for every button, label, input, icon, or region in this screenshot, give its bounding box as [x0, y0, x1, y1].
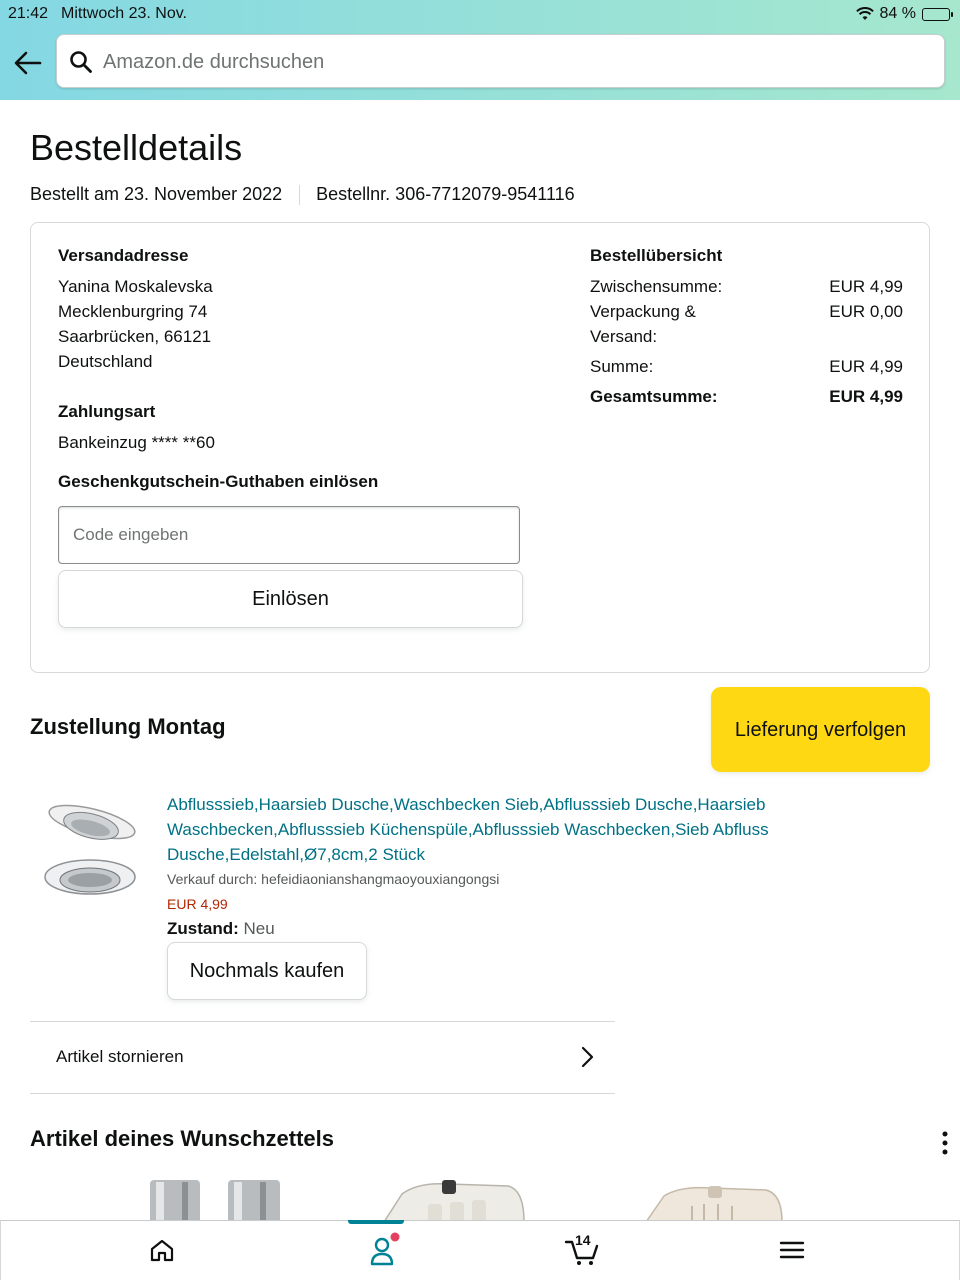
meta-divider: [299, 185, 300, 205]
payment-heading: Zahlungsart: [58, 402, 156, 421]
wifi-icon: [856, 7, 874, 21]
address-line: Saarbrücken, 66121: [58, 327, 212, 346]
redeem-button[interactable]: Einlösen: [58, 570, 523, 628]
shipping-cost-value: EUR 0,00: [829, 302, 903, 321]
battery-icon: [922, 8, 950, 21]
summary-row-shipping: [590, 299, 903, 349]
more-options-icon[interactable]: [938, 1130, 952, 1158]
product-thumbnail[interactable]: [42, 792, 142, 907]
cancel-items-row[interactable]: [30, 1022, 615, 1092]
condition-value: Neu: [243, 919, 275, 938]
status-right: [856, 5, 950, 23]
item-price: EUR 4,99: [167, 896, 228, 912]
gift-card-heading: Geschenkgutschein-Guthaben einlösen: [58, 472, 379, 491]
status-bar: [0, 3, 960, 25]
tab-cart[interactable]: [542, 1221, 622, 1279]
gift-code-input[interactable]: [58, 506, 520, 564]
shipping-address-heading: Versandadresse: [58, 246, 189, 265]
seller-info: Verkauf durch: hefeidiaonianshangmaoyouxiangongsi: [167, 871, 500, 887]
search-input[interactable]: [103, 45, 923, 79]
track-package-button[interactable]: Lieferung verfolgen: [711, 687, 930, 772]
chevron-right-icon: [581, 1046, 595, 1068]
sum-label: Summe:: [590, 357, 654, 376]
battery-percent: 84 %: [879, 5, 916, 22]
summary-row-sum: [590, 354, 903, 379]
address-line: Mecklenburgring 74: [58, 302, 208, 321]
buy-again-button[interactable]: Nochmals kaufen: [167, 942, 367, 1000]
cancel-items-label: Artikel stornieren: [56, 1047, 184, 1066]
sum-value: EUR 4,99: [829, 357, 903, 376]
status-date: Mittwoch 23. Nov.: [61, 5, 187, 22]
tab-account[interactable]: [344, 1221, 424, 1279]
total-label: Gesamtsumme:: [590, 387, 718, 406]
product-title-link[interactable]: Abflusssieb,Haarsieb Dusche,Waschbecken Sieb,Abflusssieb Dusche,Haarsieb Waschbecken,Abflusssieb Küchenspüle,Abflusssieb Waschbecken,Sieb Abfluss Dusche,Edelstahl,Ø7,8cm,2 Stück: [167, 795, 769, 864]
menu-icon: [779, 1240, 805, 1260]
order-summary-heading: Bestellübersicht: [590, 246, 723, 265]
wishlist-title: Artikel deines Wunschzettels: [30, 1126, 335, 1151]
tab-home[interactable]: [122, 1221, 202, 1279]
cart-count-badge: 14: [575, 1232, 591, 1248]
total-value: EUR 4,99: [829, 387, 903, 406]
item-condition: [167, 919, 275, 939]
wishlist-item-image[interactable]: [378, 1176, 528, 1222]
order-number: Bestellnr. 306-7712079-9541116: [316, 184, 575, 204]
wishlist-item-image[interactable]: [146, 1176, 286, 1222]
home-icon: [149, 1238, 175, 1262]
subtotal-label: Zwischensumme:: [590, 277, 723, 296]
top-header: [0, 0, 960, 100]
divider: [30, 1093, 615, 1094]
back-arrow-icon[interactable]: [12, 48, 44, 78]
tab-menu[interactable]: [752, 1221, 832, 1279]
address-line: Deutschland: [58, 352, 153, 371]
bottom-tab-bar: [0, 1220, 960, 1280]
wishlist-item-image[interactable]: [640, 1176, 790, 1222]
order-date: Bestellt am 23. November 2022: [30, 184, 283, 204]
address-line: Yanina Moskalevska: [58, 277, 213, 296]
summary-row-total: [590, 384, 903, 409]
order-details-card: [30, 222, 930, 673]
shipping-address: [58, 274, 213, 374]
shipping-cost-label: Verpackung & Versand:: [590, 302, 696, 346]
account-icon: [368, 1232, 400, 1268]
order-meta: [30, 184, 575, 205]
summary-row-subtotal: [590, 274, 903, 299]
payment-method: Bankeinzug **** **60: [58, 433, 215, 452]
search-icon: [69, 50, 93, 74]
search-bar[interactable]: [56, 34, 945, 88]
condition-label: Zustand:: [167, 919, 239, 938]
subtotal-value: EUR 4,99: [829, 277, 903, 296]
delivery-title: Zustellung Montag: [30, 714, 226, 739]
status-time: 21:42: [8, 5, 49, 22]
page-title: Bestelldetails: [30, 127, 243, 168]
